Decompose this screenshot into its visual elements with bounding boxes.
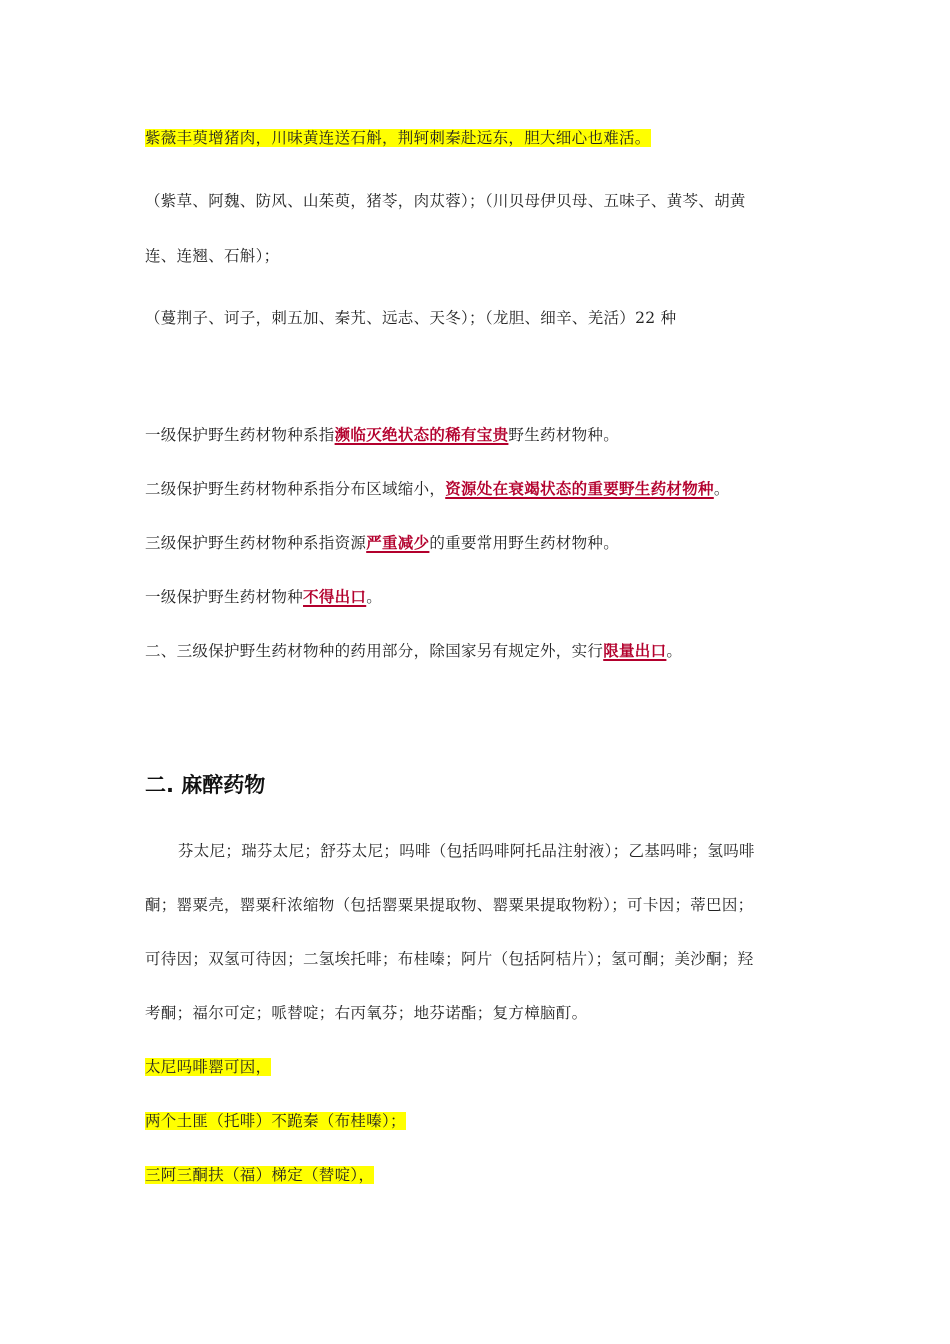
emphasis-text: 不得出口: [303, 587, 367, 606]
highlighted-text: 太尼吗啡罂可因，: [145, 1058, 272, 1076]
paragraph-line-2: 酮；罂粟壳，罂粟秆浓缩物（包括罂粟果提取物、罂粟果提取物粉）；可卡因；蒂巴因；: [145, 896, 754, 914]
mnemonic-bottom-line-2: [145, 1110, 406, 1132]
highlighted-text: 紫薇丰萸增猪肉，川味黄连送石斛，荆轲刺秦赴远东，胆大细心也难活。: [145, 129, 651, 147]
herb-group-1-line-2: 连、连翘、石斛）；: [145, 247, 280, 265]
emphasis-text: 资源处在衰竭状态的重要野生药材物种: [445, 479, 714, 498]
emphasis-text: 濒临灭绝状态的稀有宝贵: [334, 425, 509, 444]
level-2-definition: 二级保护野生药材物种系指分布区域缩小，资源处在衰竭状态的重要野生药材物种。: [145, 479, 730, 498]
mnemonic-bottom-line-1: [145, 1056, 271, 1078]
level-1-export-rule: 一级保护野生药材物种不得出口。: [145, 587, 383, 606]
herb-group-2: （蔓荆子、诃子，刺五加、秦艽、远志、天冬）；（龙胆、细辛、羌活）22 种: [145, 309, 677, 327]
herb-group-1-line-1: （紫草、阿魏、防风、山茱萸，猪苓，肉苁蓉）；（川贝母伊贝母、五味子、黄芩、胡黄: [145, 192, 746, 210]
section-heading: 二. 麻醉药物: [145, 773, 266, 797]
level-1-definition: 一级保护野生药材物种系指濒临灭绝状态的稀有宝贵野生药材物种。: [145, 425, 620, 444]
paragraph-line-4: 考酮；福尔可定；哌替啶；右丙氧芬；地芬诺酯；复方樟脑酊。: [145, 1004, 588, 1022]
highlighted-text: 两个土匪（托啡）不跪秦（布桂嗪）；: [145, 1112, 406, 1130]
mnemonic-bottom-line-3: [145, 1164, 374, 1186]
highlighted-text: 三阿三酮扶（福）梯定（替啶），: [145, 1166, 375, 1184]
paragraph-line-1: 芬太尼；瑞芬太尼；舒芬太尼；吗啡（包括吗啡阿托品注射液）；乙基吗啡；氢吗啡: [178, 842, 755, 860]
level-2-3-export-rule: 二、三级保护野生药材物种的药用部分，除国家另有规定外，实行限量出口。: [145, 641, 683, 660]
emphasis-text: 限量出口: [603, 641, 667, 660]
mnemonic-top: [145, 127, 651, 149]
paragraph-line-3: 可待因；双氢可待因；二氢埃托啡；布桂嗪；阿片（包括阿桔片）；氢可酮；美沙酮；羟: [145, 950, 754, 968]
emphasis-text: 严重减少: [366, 533, 430, 552]
level-3-definition: 三级保护野生药材物种系指资源严重减少的重要常用野生药材物种。: [145, 533, 620, 552]
